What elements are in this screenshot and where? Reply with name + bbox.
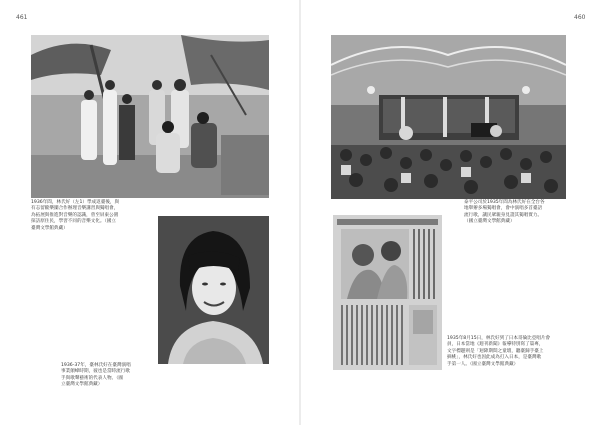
newspaper-clipping xyxy=(333,215,442,370)
caption-newspaper: 1935年8月15日，林氏好到了日本哥倫比亞唱片會 員，日本當地《週刊新聞》報導特別寫了篇專， 文字標題則是「迴降期間之童壇，聽臺歸手臺上 摘桃」，林氏好也因此成為打入日本，是臺灣歌 手第一人。（國立臺灣文學館典藏） xyxy=(447,336,551,367)
group-photo-outdoor xyxy=(31,35,269,198)
book-gutter xyxy=(299,0,301,425)
caption-group-photo: 1936年間，林氏好（左1）學成返臺後，與 有志留歐樂團合作辦理音樂講習與獨唱會， 為拓展與推進對音樂的認識，曾至屏東公園 探訪原住民，學習不同的音樂文化。（國立 臺灣文學館典藏） xyxy=(31,200,120,231)
page-number-left: 461 xyxy=(16,14,28,21)
concert-stage-photo xyxy=(331,35,566,199)
portrait-photo xyxy=(158,216,269,364)
caption-concert: 泰平公司於1935年間為林氏好在全台各 地舉辦多場獨唱會，會中演唱多首臺語 流行歌，讓民眾親身見證其獨唱實力。 （國立臺灣文學館典藏） xyxy=(464,200,545,225)
page-number-right: 460 xyxy=(574,14,586,21)
caption-portrait: 1936-37年，臺林氏好在臺灣演唱 事業顛峰時期，彼也是當時流行歌 手與歌聲藝術的代表人物。（國 立臺灣文學館典藏） xyxy=(61,363,131,388)
